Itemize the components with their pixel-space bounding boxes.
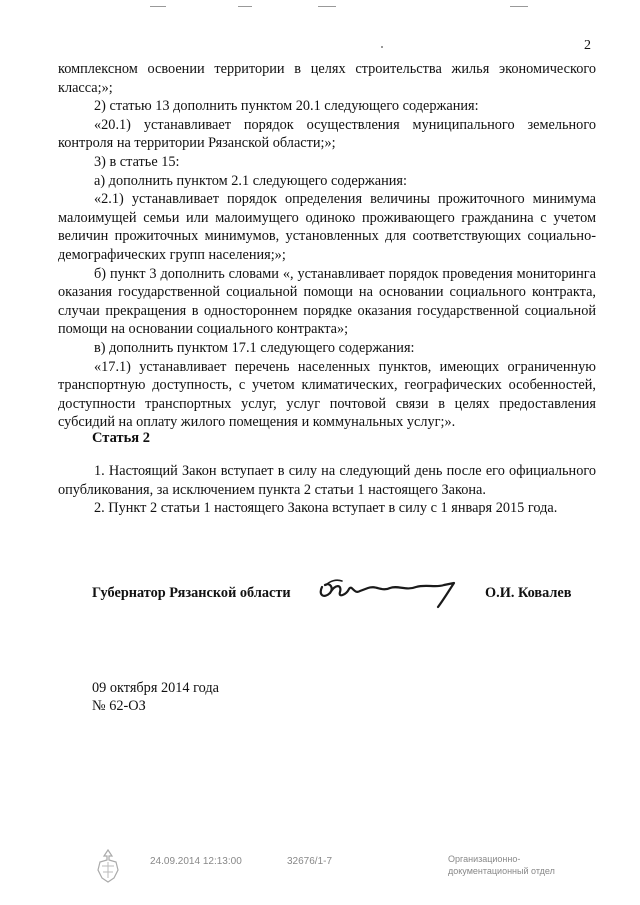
article-item: 1. Настоящий Закон вступает в силу на следующий день после его официального опубликования, за исключением пункта 2 статьи 1 настоящего Закона. [58, 463, 596, 498]
date-block [92, 679, 219, 715]
paragraph: комплексном освоении территории в целях строительства жилья экономического класса;»; [58, 61, 596, 96]
department-line: документационный отдел [448, 866, 555, 876]
document-date: 09 октября 2014 года [92, 680, 220, 696]
article-2-text [58, 462, 596, 518]
paragraph: «20.1) устанавливает порядок осуществления муниципального земельного контроля на территории Рязанской области;»; [58, 116, 596, 152]
signatory-title: Губернатор Рязанской области [92, 585, 291, 601]
paragraph: «17.1) устанавливает перечень населенных пунктов, имеющих ограниченную транспортную доступность, с учетом климатических, географических особенностей, доступности транспортных услуг, услуг почтовой связи в целях предоставления субсидий на оплату жилого помещения и коммунальных услуг;». [58, 358, 596, 431]
scan-speck [318, 6, 336, 7]
paragraph: 3) в статье 15: [94, 153, 180, 170]
footer [0, 853, 640, 893]
article-item: 2. Пункт 2 статьи 1 настоящего Закона вступает в силу с 1 января 2015 года. [94, 500, 558, 517]
scan-speck [238, 6, 252, 7]
paragraph: б) пункт 3 дополнить словами «, устанавливает порядок проведения мониторинга оказания государственной социальной помощи на основании социального контракта, случаи прекращения в одностороннем порядке оказания государственной социальной помощи на основании социального контракта»; [58, 265, 596, 338]
registration-timestamp: 24.09.2014 12:13:00 [150, 856, 242, 867]
department-line: Организационно- [448, 854, 521, 864]
paragraph: в) дополнить пунктом 17.1 следующего содержания: [94, 339, 415, 356]
paragraph: «2.1) устанавливает порядок определения величины прожиточного минимума малоимущей семьи или малоимущего одиноко проживающего гражданина с учетом величин прожиточных минимумов, установленных для соответствующих социально-демографических групп населения;»; [58, 191, 596, 263]
paragraph: а) дополнить пунктом 2.1 следующего содержания: [94, 172, 407, 189]
registration-code: 32676/1-7 [287, 856, 333, 867]
amendments-text [58, 60, 596, 432]
scan-speck [381, 46, 383, 48]
department-stamp [448, 853, 555, 877]
article-heading: Статья 2 [92, 430, 150, 446]
scan-speck [150, 6, 166, 7]
scan-speck [510, 6, 528, 7]
handwritten-signature [316, 573, 466, 611]
emblem-icon [92, 848, 124, 884]
paragraph: 2) статью 13 дополнить пунктом 20.1 следующего содержания: [94, 98, 479, 115]
signatory-name: О.И. Ковалев [485, 585, 572, 601]
document-number: № 62-ОЗ [92, 698, 146, 714]
page-number: 2 [584, 38, 591, 53]
